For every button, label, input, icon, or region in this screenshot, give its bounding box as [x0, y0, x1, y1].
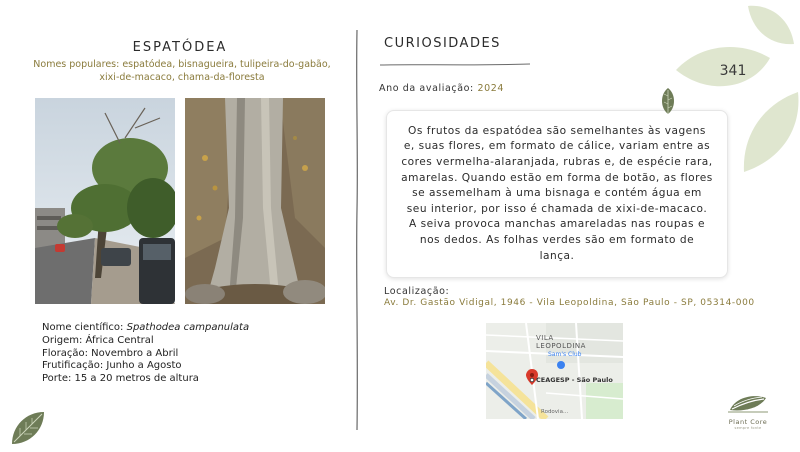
section-title: CURIOSIDADES: [384, 36, 501, 51]
fruiting: Frutificação: Junho a Agosto: [42, 360, 182, 372]
location-label: Localização:: [384, 286, 450, 297]
title-underline: [380, 53, 530, 59]
species-title: ESPATÓDEA: [132, 40, 228, 55]
scientific-name-value: Spathodea campanulata: [126, 322, 250, 333]
plant-core-logo: [716, 392, 780, 438]
scientific-name: Nome científico: Spathodea campanulata: [42, 322, 250, 333]
page-number-badge: 341: [719, 63, 747, 79]
location-address: Av. Dr. Gastão Vidigal, 1946 - Vila Leopoldina, São Paulo - SP, 05314-000: [384, 298, 755, 308]
curiosity-text: Os frutos da espatódea são semelhantes às vagens e, suas flores, em formato de cálice, variam entre as cores vermelha-alaranjada, rubras e, de espécie rara, amarelas. Quando estão em forma de botão, as flores se assemelham à uma bisnaga e contém água em seu interior, por isso é chamada de xixi-de-macaco. A seiva provoca manchas amareladas nas roupas e nos dedos. As folhas verdes são em formato de lança.: [401, 124, 713, 262]
map-district-label: VILA LEOPOLDINA: [536, 334, 586, 350]
map-place-label: CEAGESP - São Paulo: [536, 376, 613, 384]
logo-leaf-icon: [726, 392, 770, 414]
species-info: [42, 322, 249, 386]
popular-names: Nomes populares: espatódea, bisnagueira, tulipeira-do-gabão, xixi-de-macaco, chama-da-floresta: [33, 59, 331, 83]
map-poi-label: Sam's Club: [548, 351, 582, 358]
decorative-leaves: [670, 0, 800, 180]
street-tree-photo: [35, 98, 175, 304]
vertical-divider: [354, 30, 360, 430]
trunk-base-photo: [185, 98, 325, 304]
flowering: Floração: Novembro a Abril: [42, 347, 179, 359]
origin: Origem: África Central: [42, 334, 154, 346]
size: Porte: 15 a 20 metros de altura: [42, 373, 199, 385]
small-leaf-icon: [658, 86, 678, 116]
logo-tagline: sempre fonte: [734, 426, 762, 430]
location-map[interactable]: [486, 323, 623, 419]
map-road-label: Rodovia...: [541, 409, 569, 415]
leaf-icon: [8, 408, 48, 448]
evaluation-year: Ano da avaliação: 2024: [379, 83, 505, 94]
evaluation-year-value: 2024: [477, 83, 505, 94]
logo-name: Plant Core: [728, 418, 768, 426]
